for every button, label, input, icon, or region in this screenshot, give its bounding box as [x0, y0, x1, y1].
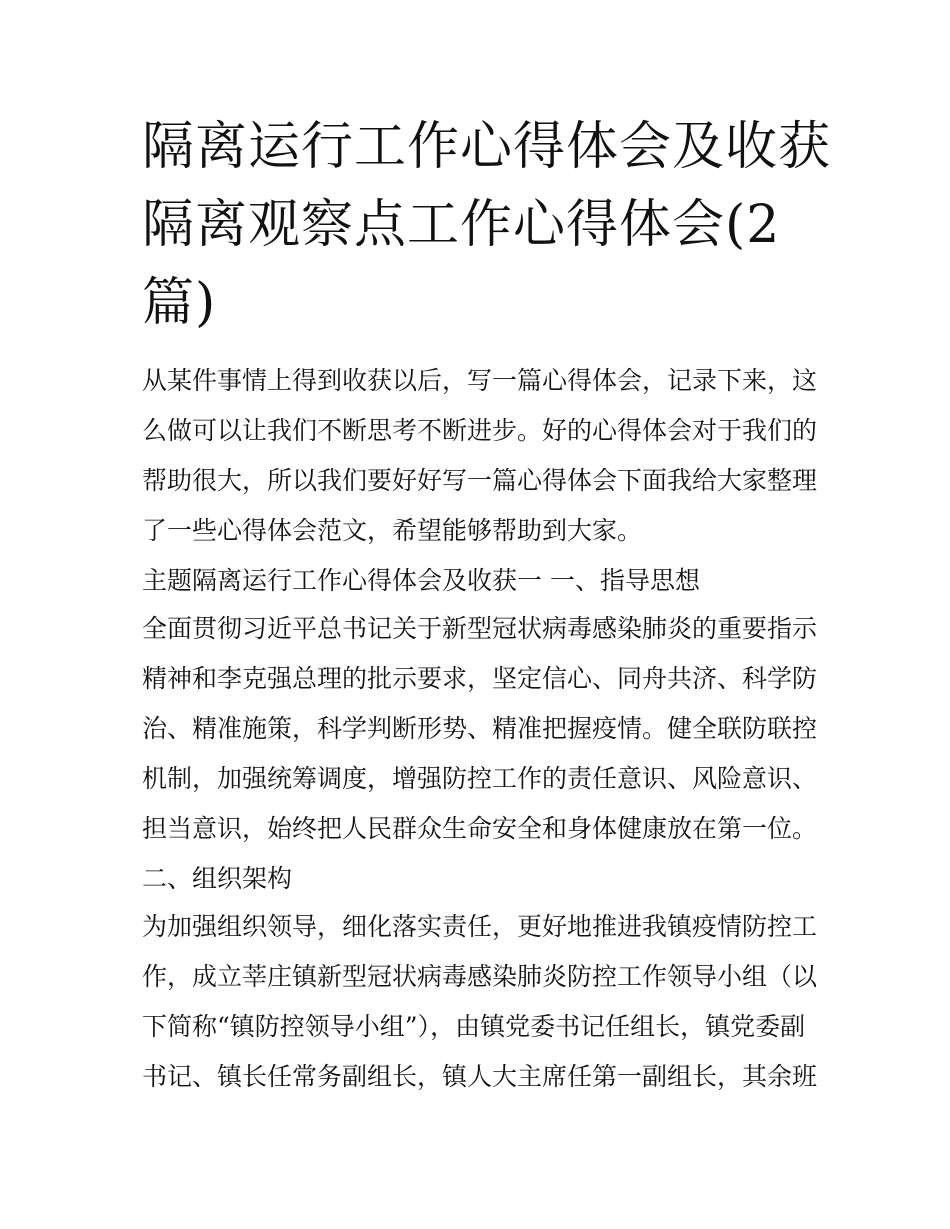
body-line-13: 作，成立莘庄镇新型冠状病毒感染肺炎防控工作领导小组（以	[142, 962, 818, 991]
section-heading-guiding-principle: 主题隔离运行工作心得体会及收获一 一、指导思想	[142, 566, 700, 595]
body-line-1: 从某件事情上得到收获以后，写一篇心得体会，记录下来，这	[142, 366, 818, 395]
document-body	[142, 356, 822, 1102]
body-line-9: 机制，加强统筹调度，增强防控工作的责任意识、风险意识、	[142, 764, 818, 793]
body-line-7: 精神和李克强总理的批示要求，坚定信心、同舟共济、科学防	[142, 664, 818, 693]
title-line-1: 隔离运行工作心得体会及收获	[142, 117, 832, 177]
title-line-3: 篇)	[142, 273, 217, 333]
document-title	[142, 112, 832, 338]
body-line-3: 帮助很大，所以我们要好好写一篇心得体会下面我给大家整理	[142, 466, 818, 495]
body-line-14: 下简称“镇防控领导小组”），由镇党委书记任组长，镇党委副	[142, 1012, 806, 1041]
body-line-4: 了一些心得体会范文，希望能够帮助到大家。	[142, 516, 643, 545]
title-line-2: 隔离观察点工作心得体会(2	[142, 195, 781, 255]
body-line-15: 书记、镇长任常务副组长，镇人大主席任第一副组长，其余班	[142, 1062, 818, 1091]
body-line-8: 治、精准施策，科学判断形势、精准把握疫情。健全联防联控	[142, 714, 818, 743]
body-line-2: 么做可以让我们不断思考不断进步。好的心得体会对于我们的	[142, 416, 818, 445]
body-line-6: 全面贯彻习近平总书记关于新型冠状病毒感染肺炎的重要指示	[142, 614, 818, 643]
body-line-10: 担当意识，始终把人民群众生命安全和身体健康放在第一位。	[142, 814, 818, 843]
section-heading-organization: 二、组织架构	[142, 864, 293, 893]
body-line-12: 为加强组织领导，细化落实责任，更好地推进我镇疫情防控工	[142, 912, 818, 941]
